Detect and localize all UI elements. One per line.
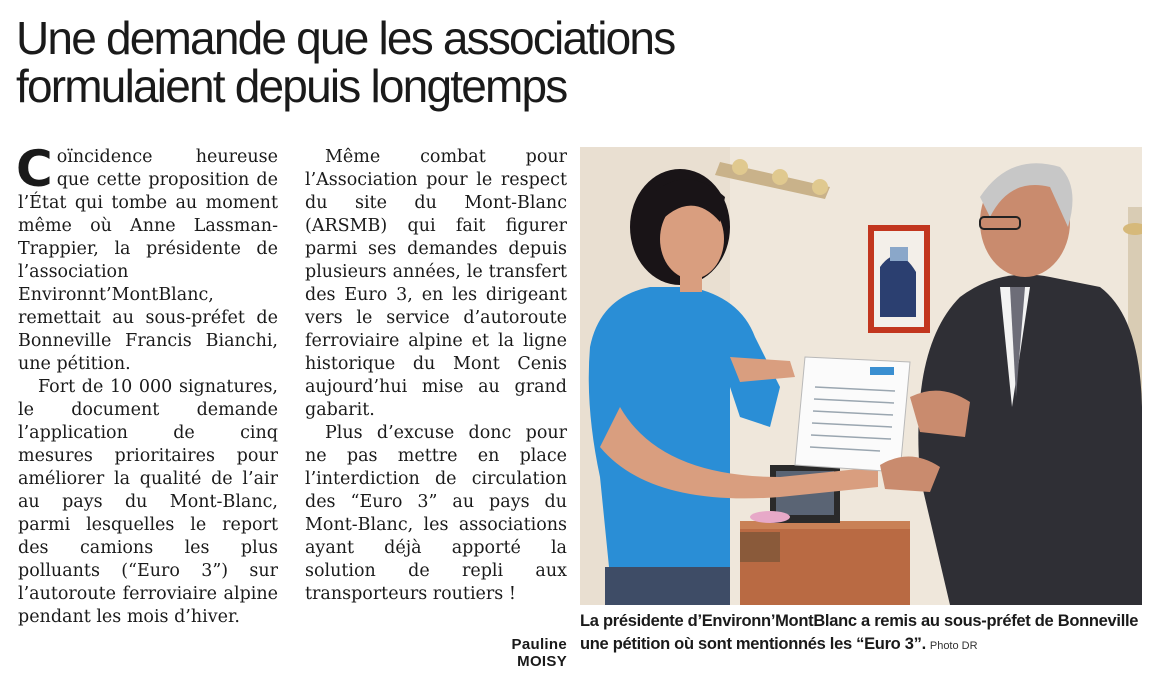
photo-caption xyxy=(580,610,1150,658)
paragraph-4: Plus d’excuse donc pour ne pas mettre en place l’interdiction de circulation des “Euro 3” au pays du Mont-Blanc, les associations ayant déjà apporté la solution de repli aux transporteurs routiers ! xyxy=(305,423,567,604)
photo-credit: Photo DR xyxy=(929,640,978,652)
article-column-2 xyxy=(305,146,567,606)
drop-cap: C xyxy=(16,140,53,198)
photo-illustration xyxy=(580,147,1142,605)
paragraph-3: Même combat pour l’Association pour le respect du site du Mont-Blanc (ARSMB) qui fait figurer parmi ses demandes depuis plusieurs années, le transfert des Euro 3, en les dirigeant vers le service d’autoroute ferroviaire alpine et la ligne historique du Mont Cenis aujourd’hui mise au grand gabarit. xyxy=(305,147,567,420)
headline-line-2: formulaient depuis longtemps xyxy=(16,60,567,112)
headline-line-1: Une demande que les associations xyxy=(16,12,675,64)
article-photo xyxy=(580,147,1142,605)
article-column-1 xyxy=(16,140,278,629)
paragraph-1 xyxy=(16,140,278,376)
paragraph-1-text: oïncidence heureuse que cette proposition de l’État qui tombe au moment même où Anne Lassman-Trappier, la présidente de l’association Environnt’MontBlanc, remettait au sous-préfet de Bonneville Francis Bianchi, une pétition. xyxy=(18,147,278,374)
paragraph-2: Fort de 10 000 signatures, le document demande l’application de cinq mesures prioritaires pour améliorer la qualité de l’air au pays du Mont-Blanc, parmi lesquelles le report des camions les plus polluants (“Euro 3”) sur l’autoroute ferroviaire alpine pendant les mois d’hiver. xyxy=(18,377,278,627)
article-headline xyxy=(16,14,1136,110)
caption-text: La présidente d’Environn’MontBlanc a remis au sous-préfet de Bonneville une pétition où sont mentionnés les “Euro 3”. xyxy=(580,612,1139,653)
author-byline: Pauline MOISY xyxy=(511,636,567,670)
